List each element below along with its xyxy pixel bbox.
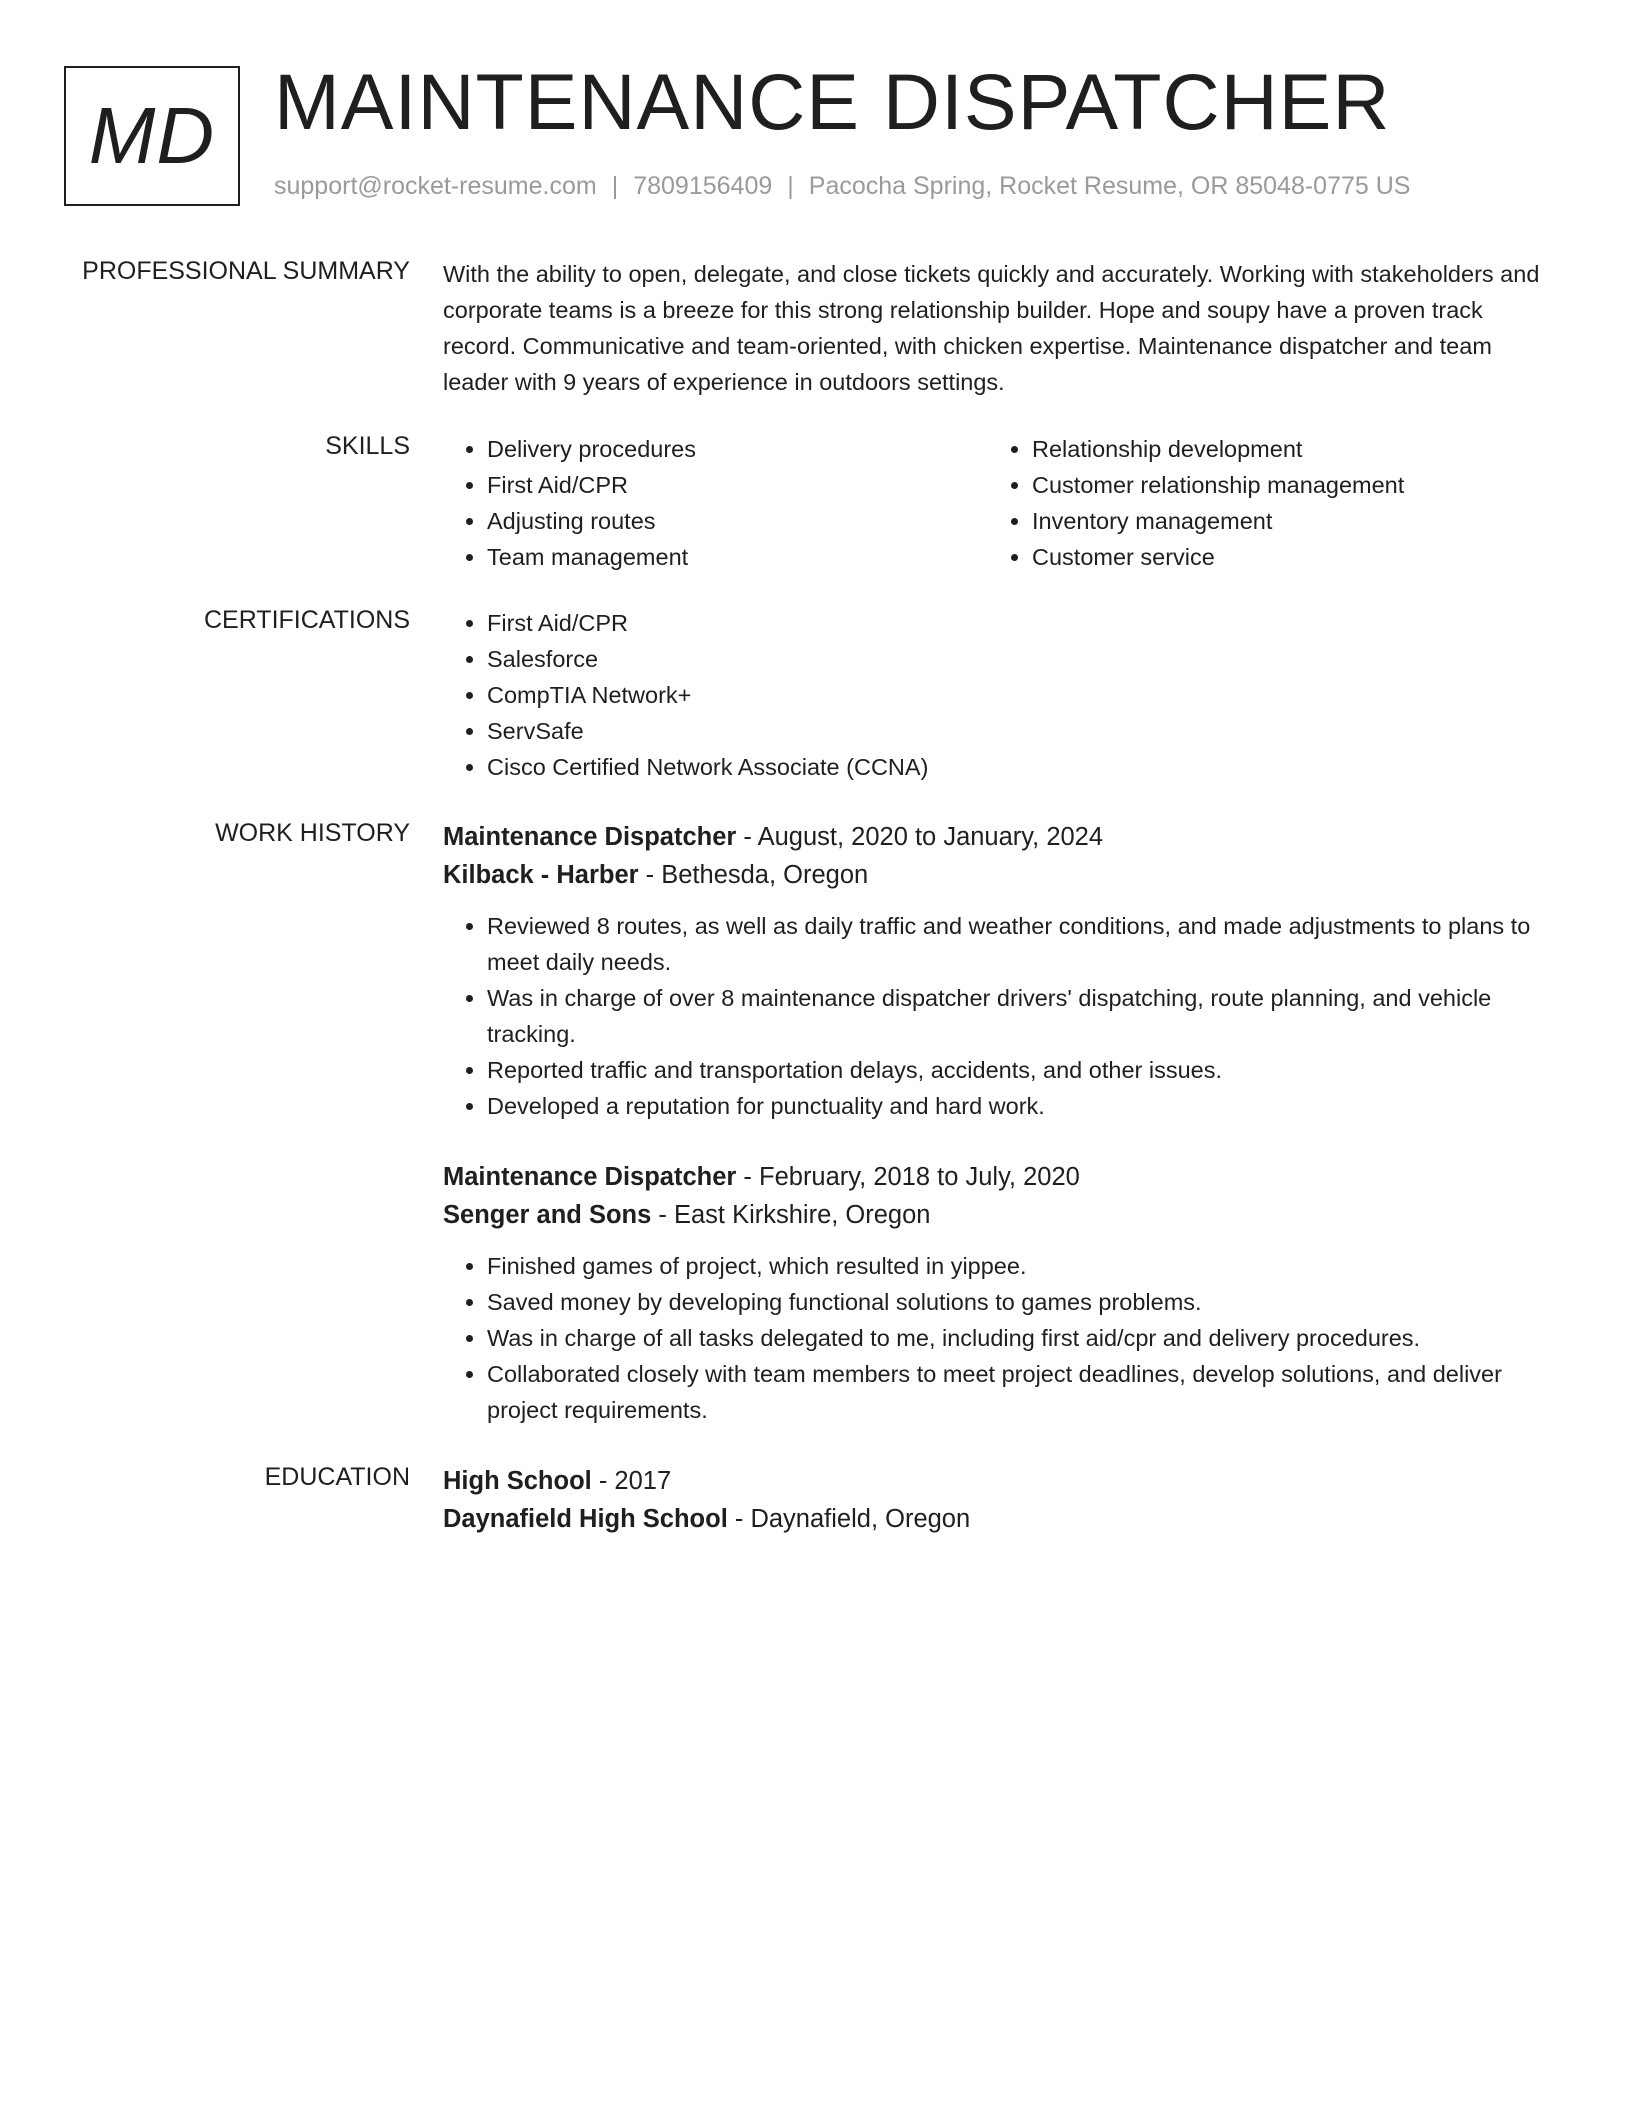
job-bullets <box>443 908 1553 1124</box>
education-year: - 2017 <box>591 1467 672 1495</box>
skills-list-right <box>988 431 1533 575</box>
skill-item: • Customer relationship management <box>1032 467 1533 503</box>
job-bullets <box>443 1248 1553 1428</box>
skills-label: SKILLS <box>325 432 410 460</box>
job-company-line <box>443 1196 1553 1234</box>
certification-item: • Cisco Certified Network Associate (CCNA) <box>487 749 1553 785</box>
skill-item: • Delivery procedures <box>487 431 988 467</box>
education-school-line <box>443 1500 1553 1538</box>
job-bullet: • Saved money by developing functional solutions to games problems. <box>487 1284 1553 1320</box>
skill-item: • First Aid/CPR <box>487 467 988 503</box>
contact-address: Pacocha Spring, Rocket Resume, OR 85048-0775 US <box>808 172 1411 200</box>
job-title-line <box>443 1158 1553 1196</box>
work-history-body <box>443 818 1553 1428</box>
job-dates: - August, 2020 to January, 2024 <box>736 823 1104 851</box>
skill-item: • Customer service <box>1032 539 1533 575</box>
job-entry <box>443 818 1553 1124</box>
job-bullet: • Finished games of project, which resulted in yippee. <box>487 1248 1553 1284</box>
job-bullet: • Collaborated closely with team members to meet project deadlines, develop solutions, and deliver project requirements. <box>487 1356 1553 1428</box>
job-company-line <box>443 856 1553 894</box>
skills-list-left <box>443 431 988 575</box>
job-company: Kilback - Harber <box>443 861 639 889</box>
certifications-body <box>443 605 1553 785</box>
job-title: Maintenance Dispatcher <box>443 823 737 851</box>
job-title: Maintenance Dispatcher <box>443 1163 737 1191</box>
contact-phone: 7809156409 <box>633 172 773 200</box>
summary-label: PROFESSIONAL SUMMARY <box>82 257 410 285</box>
contact-separator: | <box>787 172 794 200</box>
job-bullet: • Reported traffic and transportation delays, accidents, and other issues. <box>487 1052 1553 1088</box>
skills-body <box>443 431 1553 575</box>
job-bullet: • Was in charge of over 8 maintenance dispatcher drivers' dispatching, route planning, and vehicle tracking. <box>487 980 1553 1052</box>
education-school: Daynafield High School <box>443 1505 728 1533</box>
certifications-list <box>443 605 1553 785</box>
contact-email: support@rocket-resume.com <box>274 172 597 200</box>
skills-grid <box>443 431 1553 575</box>
skill-item: • Inventory management <box>1032 503 1533 539</box>
job-location: - East Kirkshire, Oregon <box>651 1201 931 1229</box>
skill-item: • Team management <box>487 539 988 575</box>
job-location: - Bethesda, Oregon <box>638 861 869 889</box>
job-bullet: • Developed a reputation for punctuality and hard work. <box>487 1088 1553 1124</box>
summary-body <box>443 256 1553 400</box>
education-location: - Daynafield, Oregon <box>727 1505 971 1533</box>
certifications-label: CERTIFICATIONS <box>203 606 410 634</box>
job-company: Senger and Sons <box>443 1201 652 1229</box>
education-degree-line <box>443 1462 1553 1500</box>
job-entry <box>443 1158 1553 1428</box>
initials-monogram <box>64 66 240 206</box>
job-title-line <box>443 818 1553 856</box>
skill-item: • Relationship development <box>1032 431 1533 467</box>
job-bullet: • Was in charge of all tasks delegated to me, including first aid/cpr and delivery procedures. <box>487 1320 1553 1356</box>
job-bullet: • Reviewed 8 routes, as well as daily traffic and weather conditions, and made adjustments to plans to meet daily needs. <box>487 908 1553 980</box>
certification-item: • ServSafe <box>487 713 1553 749</box>
contact-line <box>274 172 1410 201</box>
education-degree: High School <box>443 1467 592 1495</box>
job-dates: - February, 2018 to July, 2020 <box>736 1163 1080 1191</box>
certification-item: • First Aid/CPR <box>487 605 1553 641</box>
work-history-label: WORK HISTORY <box>215 819 410 847</box>
initials-text: MD <box>88 91 216 180</box>
summary-text: With the ability to open, delegate, and close tickets quickly and accurately. Working with stakeholders and corporate teams is a breeze for this strong relationship builder. Hope and soupy have a proven track record. Communicative and team-oriented, with chicken expertise. Maintenance dispatcher and team leader with 9 years of experience in outdoors settings. <box>443 261 1540 395</box>
certification-item: • CompTIA Network+ <box>487 677 1553 713</box>
education-label: EDUCATION <box>264 1463 410 1491</box>
certification-item: • Salesforce <box>487 641 1553 677</box>
skill-item: • Adjusting routes <box>487 503 988 539</box>
resume-title: MAINTENANCE DISPATCHER <box>274 57 1391 146</box>
contact-separator: | <box>611 172 619 200</box>
education-body <box>443 1462 1553 1538</box>
